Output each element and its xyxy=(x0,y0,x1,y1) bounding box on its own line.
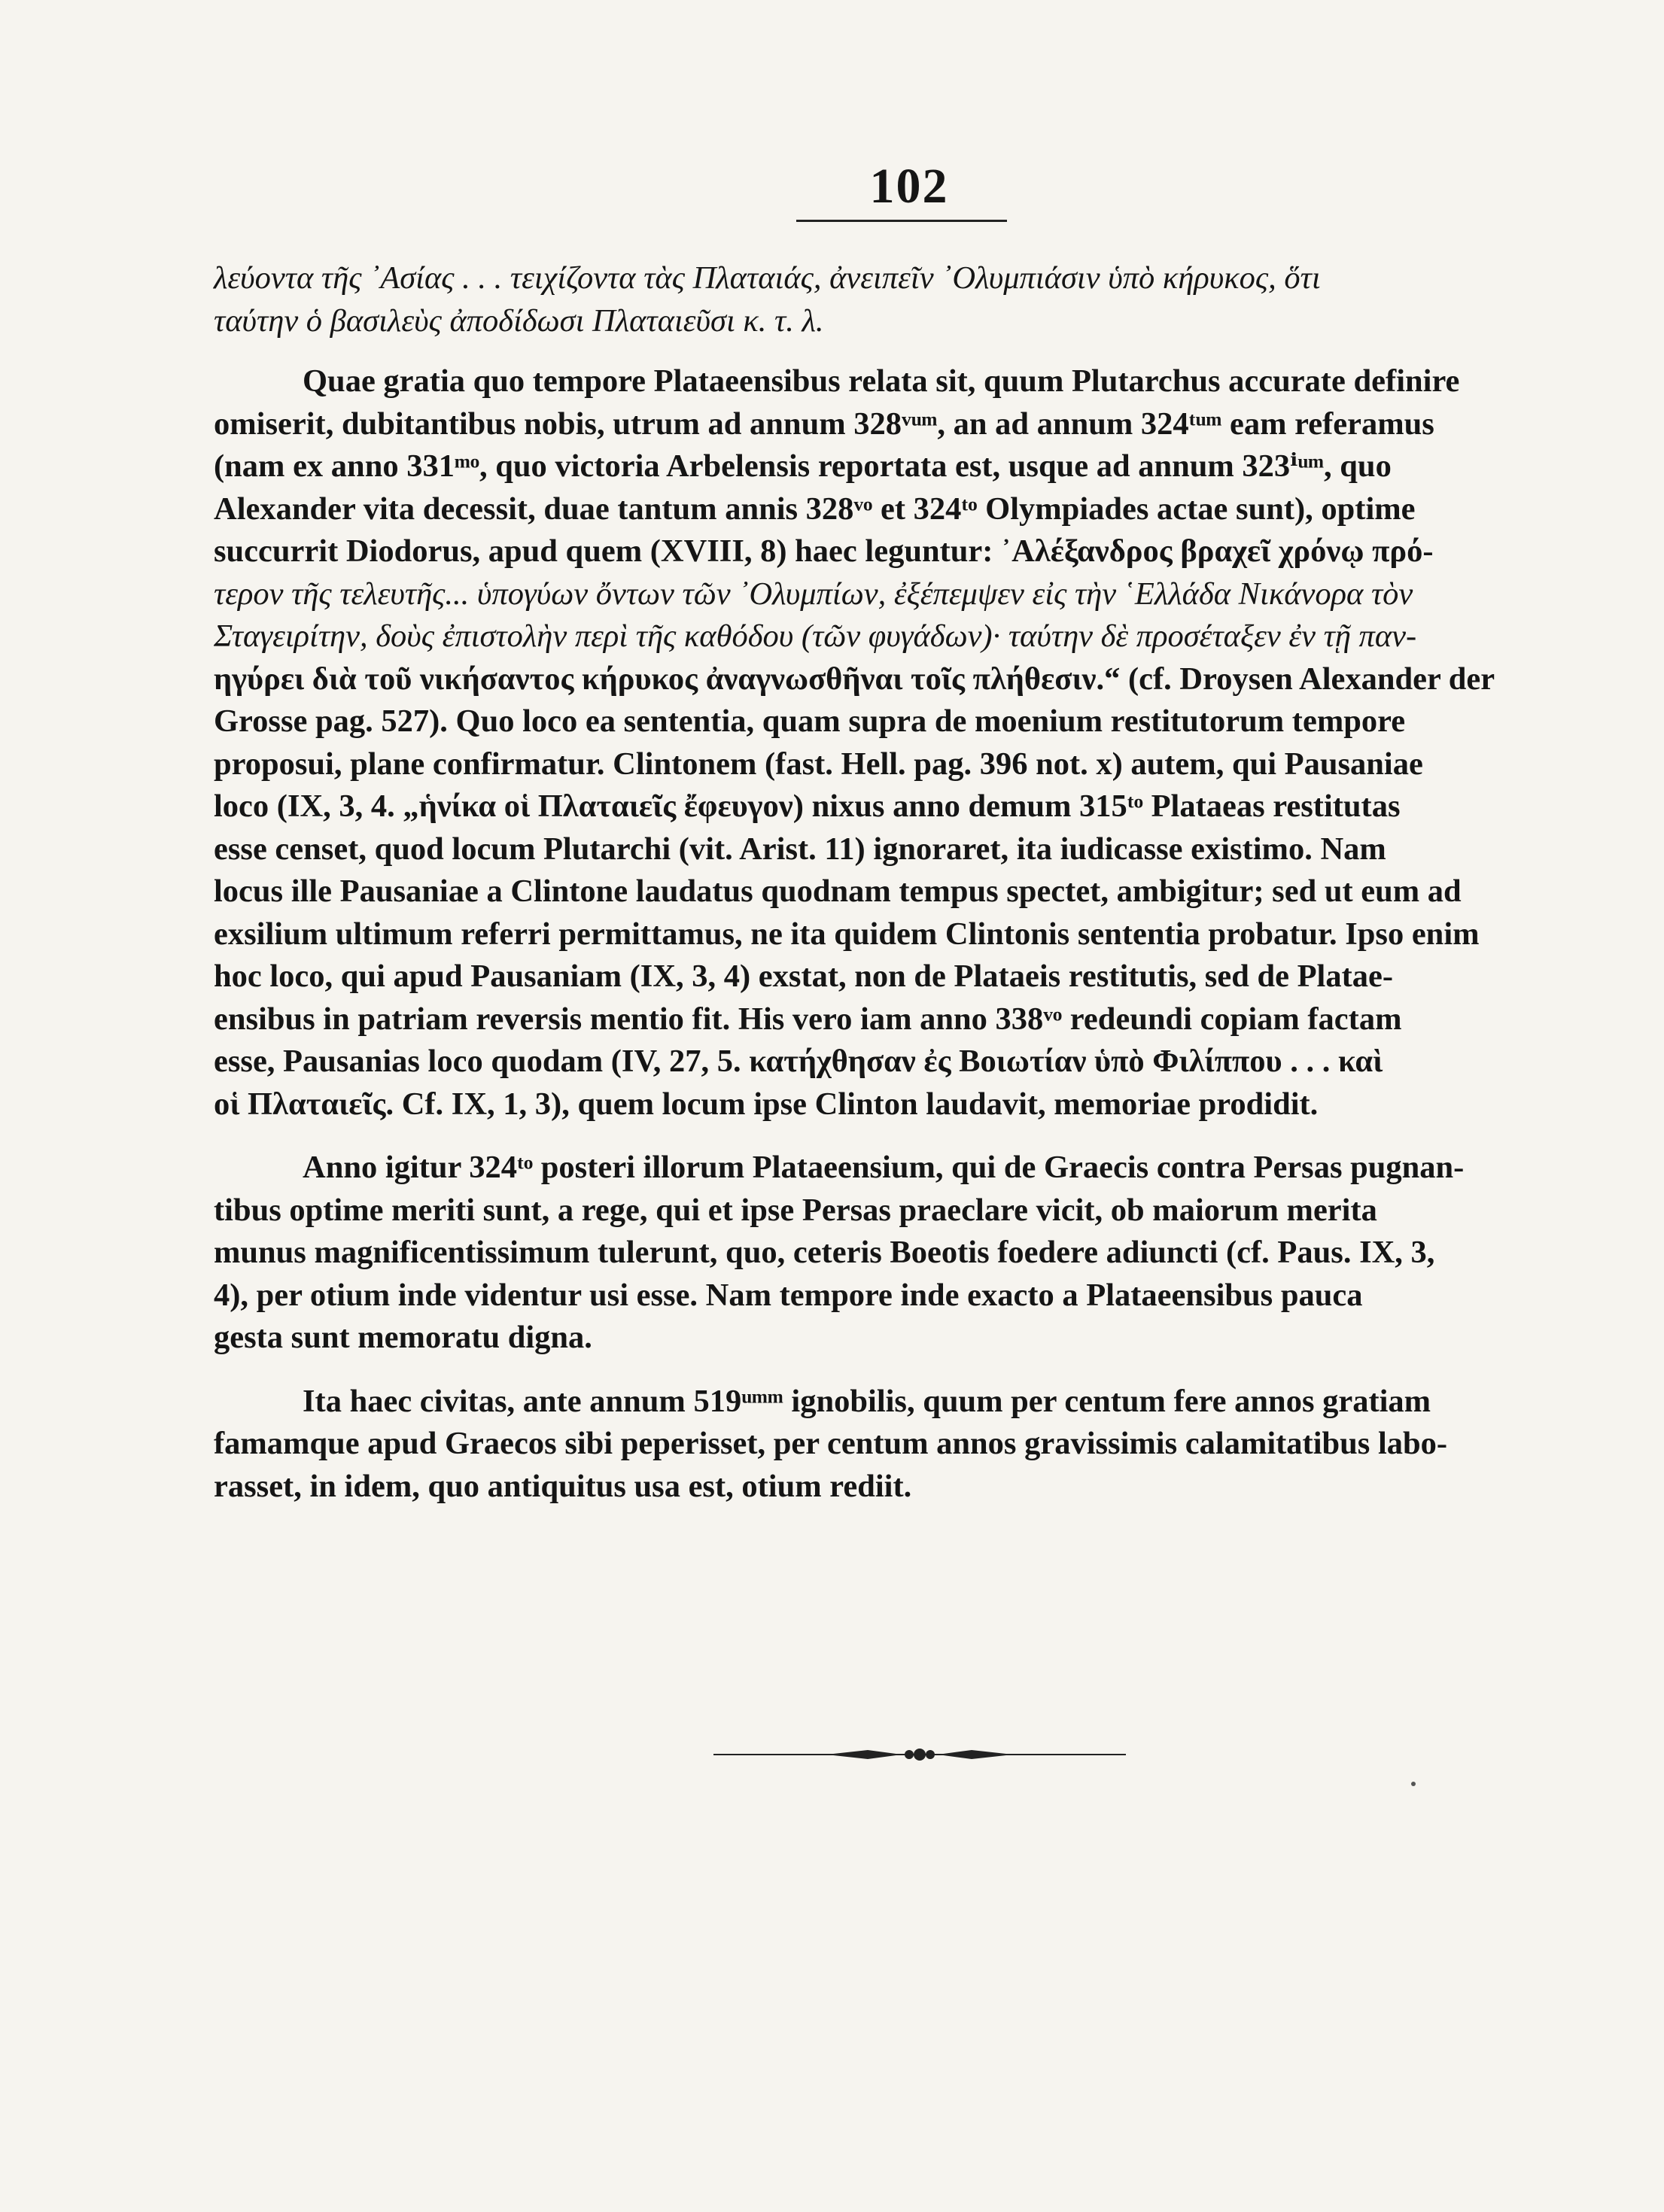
text-line: Σταγειρίτην, δοὺς ἐπιστολὴν περὶ τῆς καθόδου (τῶν φυγάδων)· ταύτην δὲ προσέταξεν ἐν τῇ παν- xyxy=(214,618,1417,654)
text-line: exsilium ultimum referri permittamus, ne ita quidem Clintonis sententia probatur. Ipso enim xyxy=(214,916,1480,952)
text-line: λεύοντα τῆς ᾿Ασίας . . . τειχίζοντα τὰς Πλαταιάς, ἀνειπεῖν ᾿Ολυμπιάσιν ὑπὸ κήρυκος, ὅτι xyxy=(214,260,1321,296)
text-line: esse censet, quod locum Plutarchi (vit. Arist. 11) ignoraret, ita iudicasse existimo. Nam xyxy=(214,831,1386,867)
text-line: ταύτην ὁ βασιλεὺς ἀποδίδωσι Πλαταιεῦσι κ. τ. λ. xyxy=(214,302,824,339)
paragraph-spacer xyxy=(214,342,1585,360)
text-line: Alexander vita decessit, duae tantum annis 328ᵛᵒ et 324ᵗᵒ Olympiades actae sunt), optime xyxy=(214,491,1416,527)
text-line: οἱ Πλαταιεῖς. Cf. IX, 1, 3), quem locum ipse Clinton laudavit, memoriae prodidit. xyxy=(214,1086,1319,1122)
paragraph-anno-igitur xyxy=(214,1147,1585,1360)
text-line: hoc loco, qui apud Pausaniam (IX, 3, 4) exstat, non de Plataeis restitutis, sed de Platae- xyxy=(214,959,1394,994)
text-line: Grosse pag. 527). Quo loco ea sententia, quam supra de moenium restitutorum tempore xyxy=(214,703,1406,739)
closing-ornament xyxy=(713,1741,1126,1768)
page-number: 102 xyxy=(869,159,949,214)
text-line: Ita haec civitas, ante annum 519ᵘᵐᵐ ignobilis, quum per centum fere annos gratiam xyxy=(303,1383,1431,1419)
text-line: succurrit Diodorus, apud quem (XVIII, 8) haec leguntur: ᾿Αλέξανδρος βραχεῖ χρόνῳ πρό- xyxy=(214,533,1434,569)
text-line: omiserit, dubitantibus nobis, utrum ad annum 328ᵛᵘᵐ, an ad annum 324ᵗᵘᵐ eam referamus xyxy=(214,406,1434,442)
greek-quotation-continuation xyxy=(214,257,1585,342)
text-line: Quae gratia quo tempore Plataeensibus relata sit, quum Plutarchus accurate definire xyxy=(303,363,1460,399)
text-line: locus ille Pausaniae a Clintone laudatus quodnam tempus spectet, ambigitur; sed ut eum ad xyxy=(214,874,1462,909)
text-line: ηγύρει διὰ τοῦ νικήσαντος κήρυκος ἀναγνωσθῆναι τοῖς πλήθεσιν.“ (cf. Droysen Alexander der xyxy=(214,661,1495,697)
text-line: proposui, plane confirmatur. Clintonem (fast. Hell. pag. 396 not. x) autem, qui Pausaniae xyxy=(214,746,1423,782)
text-line: τερον τῆς τελευτῆς... ὑπογύων ὄντων τῶν ᾿Ολυμπίων, ἐξέπεμψεν εἰς τὴν ῾Ελλάδα Νικάνορα τὸν xyxy=(214,576,1413,612)
body-text xyxy=(214,257,1585,1508)
text-line: munus magnificentissimum tulerunt, quo, ceteris Boeotis foedere adiuncti (cf. Paus. IX, 3, xyxy=(214,1235,1435,1270)
stray-mark xyxy=(1411,1782,1416,1786)
paragraph-spacer xyxy=(214,1126,1585,1147)
text-line: ensibus in patriam reversis mentio fit. His vero iam anno 338ᵛᵒ redeundi copiam factam xyxy=(214,1001,1402,1037)
paragraph-gratia xyxy=(214,360,1585,1126)
text-line: gesta sunt memoratu digna. xyxy=(214,1320,592,1355)
text-line: (nam ex anno 331ᵐᵒ, quo victoria Arbelensis reportata est, usque ad annum 323ⁱᵘᵐ, quo xyxy=(214,448,1392,484)
paragraph-ita-haec xyxy=(214,1381,1585,1509)
text-line: famamque apud Graecos sibi peperisset, per centum annos gravissimis calamitatibus labo- xyxy=(214,1426,1448,1461)
header-rule xyxy=(796,220,1007,222)
text-line: loco (IX, 3, 4. „ἡνίκα οἱ Πλαταιεῖς ἔφευγον) nixus anno demum 315ᵗᵒ Plataeas restitutas xyxy=(214,788,1401,824)
paragraph-spacer xyxy=(214,1360,1585,1381)
text-line: 4), per otium inde videntur usi esse. Nam tempore inde exacto a Plataeensibus pauca xyxy=(214,1277,1363,1313)
text-line: Anno igitur 324ᵗᵒ posteri illorum Plataeensium, qui de Graecis contra Persas pugnan- xyxy=(303,1150,1465,1185)
text-line: esse, Pausanias loco quodam (IV, 27, 5. κατήχθησαν ἐς Βοιωτίαν ὑπὸ Φιλίππου . . . καὶ xyxy=(214,1044,1383,1079)
text-line: rasset, in idem, quo antiquitus usa est, otium rediit. xyxy=(214,1468,912,1504)
text-line: tibus optime meriti sunt, a rege, qui et ipse Persas praeclare vicit, ob maiorum merita xyxy=(214,1192,1377,1228)
